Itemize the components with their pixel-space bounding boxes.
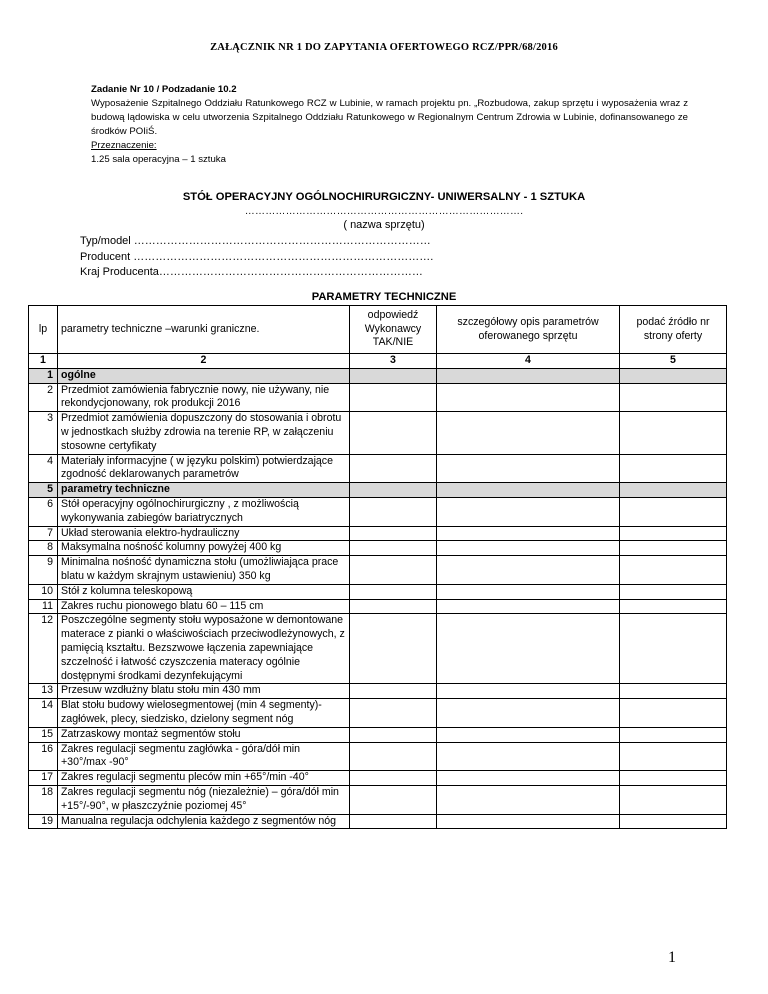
description-cell[interactable] (437, 368, 620, 383)
source-cell[interactable] (620, 742, 727, 771)
table-row (29, 742, 727, 771)
answer-cell[interactable] (350, 584, 437, 599)
table-body (29, 368, 727, 829)
source-cell[interactable] (620, 556, 727, 585)
answer-cell[interactable] (350, 814, 437, 829)
row-parameter: Manualna regulacja odchylenia każdego z segmentów nóg (58, 814, 350, 829)
answer-cell[interactable] (350, 614, 437, 684)
description-cell[interactable] (437, 497, 620, 526)
description-cell[interactable] (437, 584, 620, 599)
table-row (29, 684, 727, 699)
description-cell[interactable] (437, 483, 620, 498)
header-source: podać źródło nr strony oferty (620, 306, 727, 354)
row-parameter: Minimalna nośność dynamiczna stołu (umożliwiająca prace blatu w każdym skrajnym ustawieniu) 350 kg (58, 556, 350, 585)
intro-block (91, 83, 688, 167)
source-cell[interactable] (620, 727, 727, 742)
row-lp: 7 (29, 526, 58, 541)
description-cell[interactable] (437, 727, 620, 742)
description-cell[interactable] (437, 412, 620, 454)
row-lp: 18 (29, 785, 58, 814)
description-cell[interactable] (437, 541, 620, 556)
row-lp: 16 (29, 742, 58, 771)
table-row (29, 599, 727, 614)
row-parameter: Przedmiot zamówienia dopuszczony do stosowania i obrotu w jednostkach służby zdrowia na terenie RP, w załączeniu stosowne certyfikaty (58, 412, 350, 454)
row-parameter: Przesuw wzdłużny blatu stołu min 430 mm (58, 684, 350, 699)
row-lp: 14 (29, 699, 58, 728)
document-title: STÓŁ OPERACYJNY OGÓLNOCHIRURGICZNY- UNIWERSALNY - 1 SZTUKA (182, 191, 586, 203)
row-parameter: parametry techniczne (58, 483, 350, 498)
answer-cell[interactable] (350, 483, 437, 498)
country-field: Kraj Producenta……………………………………………………………… (80, 266, 423, 278)
source-cell[interactable] (620, 814, 727, 829)
parameters-title: PARAMETRY TECHNICZNE (311, 291, 457, 303)
row-lp: 2 (29, 383, 58, 412)
source-cell[interactable] (620, 785, 727, 814)
description-cell[interactable] (437, 556, 620, 585)
purpose-label: Przeznaczenie: (91, 140, 157, 151)
equipment-name-line: ………………………………………………………………………. (244, 206, 524, 217)
answer-cell[interactable] (350, 742, 437, 771)
row-lp: 5 (29, 483, 58, 498)
table-row (29, 699, 727, 728)
equipment-name-caption: ( nazwa sprzętu) (343, 219, 425, 231)
description-cell[interactable] (437, 684, 620, 699)
table-row (29, 771, 727, 786)
task-description: Wyposażenie Szpitalnego Oddziału Ratunkowego RCZ w Lubinie, w ramach projektu pn. „Rozbudowa, zakup sprzętu i wyposażenia wraz z budową lądowiska w celu utworzenia Szpitalnego Oddziału Ratunkowego w Regionalnym Centrum Zdrowia w Lubinie, dofinansowanego ze środków POIiŚ. (91, 98, 688, 137)
row-parameter: Stół z kolumna teleskopową (58, 584, 350, 599)
row-parameter: Blat stołu budowy wielosegmentowej (min 4 segmenty)-zagłówek, plecy, siedzisko, dzielony segment nóg (58, 699, 350, 728)
row-lp: 17 (29, 771, 58, 786)
table-row (29, 785, 727, 814)
header-answer: odpowiedź Wykonawcy TAK/NIE (350, 306, 437, 354)
row-parameter: Zakres regulacji segmentu pleców min +65°/min -40° (58, 771, 350, 786)
source-cell[interactable] (620, 771, 727, 786)
row-parameter: Materiały informacyjne ( w języku polskim) potwierdzające zgodność deklarowanych parametrów (58, 454, 350, 483)
row-lp: 13 (29, 684, 58, 699)
row-lp: 15 (29, 727, 58, 742)
row-lp: 4 (29, 454, 58, 483)
table-row (29, 454, 727, 483)
answer-cell[interactable] (350, 771, 437, 786)
row-lp: 8 (29, 541, 58, 556)
table-row (29, 614, 727, 684)
row-lp: 6 (29, 497, 58, 526)
row-parameter: Stół operacyjny ogólnochirurgiczny , z możliwością wykonywania zabiegów bariatrycznych (58, 497, 350, 526)
row-lp: 12 (29, 614, 58, 684)
description-cell[interactable] (437, 771, 620, 786)
table-row (29, 584, 727, 599)
description-cell[interactable] (437, 614, 620, 684)
document-header: ZAŁĄCZNIK NR 1 DO ZAPYTANIA OFERTOWEGO RCZ/PPR/68/2016 (210, 42, 558, 53)
row-parameter: Zakres ruchu pionowego blatu 60 – 115 cm (58, 599, 350, 614)
answer-cell[interactable] (350, 454, 437, 483)
answer-cell[interactable] (350, 727, 437, 742)
row-parameter: Poszczególne segmenty stołu wyposażone w demontowane materace z pianki o właściwościach przeciwodleżynowych, z pamięcią kształtu. Bezszwowe łączenia zapewniające szczelność i łatwość czyszczenia materacy ogólnie dostępnymi środkami dezynfekującymi (58, 614, 350, 684)
answer-cell[interactable] (350, 785, 437, 814)
source-cell[interactable] (620, 584, 727, 599)
description-cell[interactable] (437, 454, 620, 483)
description-cell[interactable] (437, 742, 620, 771)
description-cell[interactable] (437, 526, 620, 541)
table-section-row (29, 368, 727, 383)
answer-cell[interactable] (350, 699, 437, 728)
source-cell[interactable] (620, 541, 727, 556)
purpose-value: 1.25 sala operacyjna – 1 sztuka (91, 154, 226, 165)
table-row (29, 814, 727, 829)
answer-cell[interactable] (350, 368, 437, 383)
row-lp: 9 (29, 556, 58, 585)
col-number-4: 4 (437, 354, 620, 369)
answer-cell[interactable] (350, 383, 437, 412)
table-row (29, 556, 727, 585)
row-parameter: ogólne (58, 368, 350, 383)
table-row (29, 412, 727, 454)
col-number-3: 3 (350, 354, 437, 369)
description-cell[interactable] (437, 814, 620, 829)
source-cell[interactable] (620, 412, 727, 454)
description-cell[interactable] (437, 699, 620, 728)
source-cell[interactable] (620, 526, 727, 541)
answer-cell[interactable] (350, 541, 437, 556)
answer-cell[interactable] (350, 412, 437, 454)
header-params: parametry techniczne –warunki graniczne. (58, 306, 350, 354)
header-description: szczegółowy opis parametrów oferowanego sprzętu (437, 306, 620, 354)
table-row (29, 727, 727, 742)
source-cell[interactable] (620, 454, 727, 483)
description-cell[interactable] (437, 599, 620, 614)
row-lp: 3 (29, 412, 58, 454)
source-cell[interactable] (620, 684, 727, 699)
answer-cell[interactable] (350, 556, 437, 585)
page-number: 1 (668, 949, 676, 966)
header-lp: lp (29, 306, 58, 354)
table-row (29, 541, 727, 556)
source-cell[interactable] (620, 599, 727, 614)
source-cell[interactable] (620, 614, 727, 684)
table-row (29, 383, 727, 412)
answer-cell[interactable] (350, 497, 437, 526)
answer-cell[interactable] (350, 599, 437, 614)
task-title: Zadanie Nr 10 / Podzadanie 10.2 (91, 84, 237, 95)
producer-field: Producent ………………………………………………………………………. (80, 250, 434, 263)
row-parameter: Zakres regulacji segmentu zagłówka - góra/dół min +30°/max -90° (58, 742, 350, 771)
source-cell[interactable] (620, 368, 727, 383)
row-lp: 19 (29, 814, 58, 829)
source-cell[interactable] (620, 497, 727, 526)
table-row (29, 497, 727, 526)
model-field: Typ/model ……………………………………………………………………… (80, 235, 431, 247)
row-parameter: Zatrzaskowy montaż segmentów stołu (58, 727, 350, 742)
description-cell[interactable] (437, 383, 620, 412)
parameters-table (28, 305, 727, 829)
col-number-2: 2 (58, 354, 350, 369)
row-parameter: Zakres regulacji segmentu nóg (niezależnie) – góra/dół min +15°/-90°, w płaszczyźnie poziomej 45° (58, 785, 350, 814)
row-parameter: Przedmiot zamówienia fabrycznie nowy, nie używany, nie rekondycjonowany, rok produkcji 2016 (58, 383, 350, 412)
row-parameter: Maksymalna nośność kolumny powyżej 400 kg (58, 541, 350, 556)
answer-cell[interactable] (350, 684, 437, 699)
row-lp: 1 (29, 368, 58, 383)
row-lp: 10 (29, 584, 58, 599)
table-section-row (29, 483, 727, 498)
source-cell[interactable] (620, 483, 727, 498)
col-number-5: 5 (620, 354, 727, 369)
source-cell[interactable] (620, 383, 727, 412)
source-cell[interactable] (620, 699, 727, 728)
row-parameter: Układ sterowania elektro-hydrauliczny (58, 526, 350, 541)
row-lp: 11 (29, 599, 58, 614)
answer-cell[interactable] (350, 526, 437, 541)
description-cell[interactable] (437, 785, 620, 814)
equipment-fields (80, 234, 433, 281)
col-number-1: 1 (29, 354, 58, 369)
table-row (29, 526, 727, 541)
